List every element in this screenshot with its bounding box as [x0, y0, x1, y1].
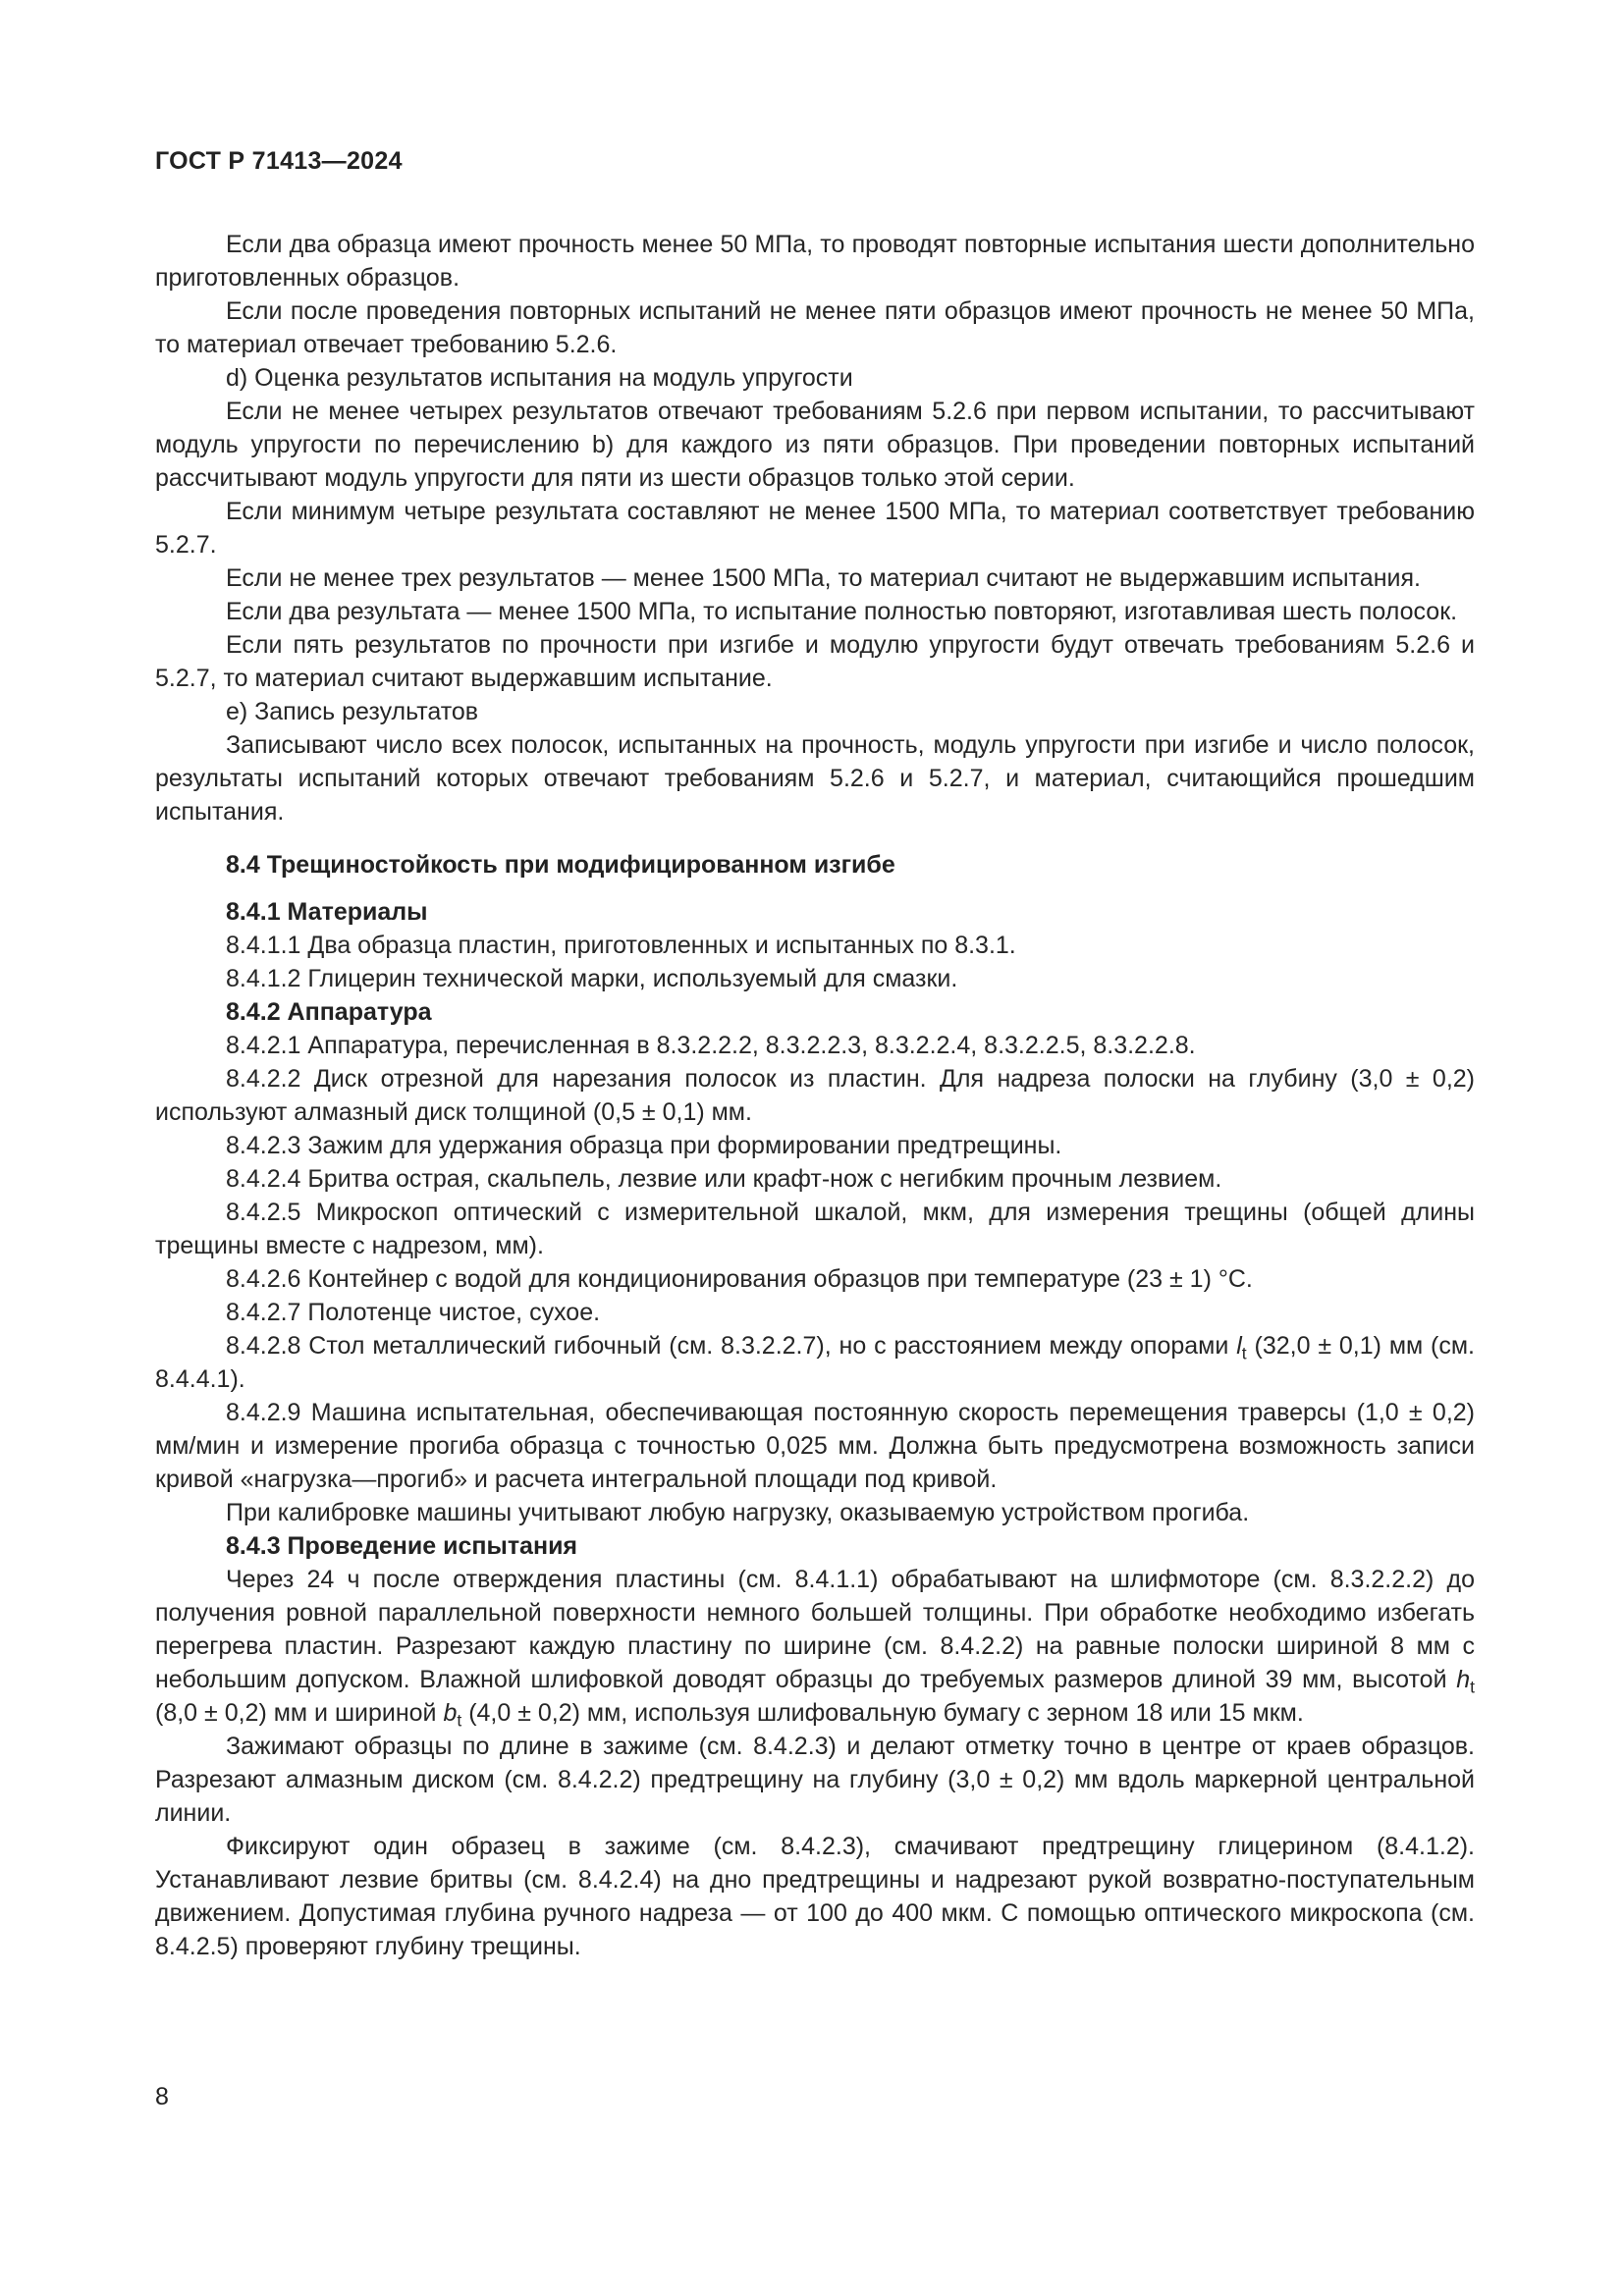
- paragraph: Если пять результатов по прочности при изгибе и модулю упругости будут отвечать требованиям 5.2.6 и 5.2.7, то материал считают выдержавшим испытание.: [155, 631, 1475, 692]
- clause: 8.4.2.2 Диск отрезной для нарезания полосок из пластин. Для надреза полоски на глубину (3,0 ± 0,2) используют алмазный диск толщиной (0,5 ± 0,1) мм.: [155, 1065, 1475, 1126]
- list-item-heading: e) Запись результатов: [226, 698, 479, 725]
- clause-text: 8.4.2.8 Стол металлический гибочный (см. 8.3.2.2.7), но с расстоянием между опорами: [226, 1332, 1229, 1360]
- section-heading: 8.4 Трещиностойкость при модифицированном изгибе: [226, 851, 895, 879]
- paragraph-text: Через 24 ч после отверждения пластины (см. 8.4.1.1) обрабатывают на шлифмоторе (см. 8.3.2.2.2) до получения ровной параллельной поверхности немного большей толщины. При обработке необходимо избегать перегрева пластин. Разрезают каждую пластину по ширине (см. 8.4.2.2) на равные полоски шириной 8 мм с небольшим допуском. Влажной шлифовкой доводят образцы до требуемых размеров длиной 39 мм, высотой: [155, 1566, 1475, 1693]
- paragraph: Зажимают образцы по длине в зажиме (см. 8.4.2.3) и делают отметку точно в центре от краев образцов. Разрезают алмазным диском (см. 8.4.2.2) предтрещину на глубину (3,0 ± 0,2) мм вдоль маркерной центральной линии.: [155, 1733, 1475, 1827]
- variable-symbol: l: [1236, 1332, 1242, 1360]
- subsection-heading: 8.4.1 Материалы: [226, 898, 428, 926]
- clause: 8.4.2.9 Машина испытательная, обеспечивающая постоянную скорость перемещения траверсы (1,0 ± 0,2) мм/мин и измерение прогиба образца с точностью 0,025 мм. Должна быть предусмотрена возможность записи кривой «нагрузка—прогиб» и расчета интегральной площади под кривой.: [155, 1399, 1475, 1493]
- subsection-heading: 8.4.2 Аппаратура: [226, 998, 432, 1026]
- clause: 8.4.2.1 Аппаратура, перечисленная в 8.3.2.2.2, 8.3.2.2.3, 8.3.2.2.4, 8.3.2.2.5, 8.3.2.2.8.: [226, 1032, 1196, 1059]
- paragraph: Если два образца имеют прочность менее 50 МПа, то проводят повторные испытания шести дополнительно приготовленных образцов.: [155, 231, 1475, 292]
- paragraph: Если два результата — менее 1500 МПа, то испытание полностью повторяют, изготавливая шесть полосок.: [226, 598, 1458, 625]
- clause: 8.4.2.7 Полотенце чистое, сухое.: [226, 1299, 601, 1326]
- paragraph-text: (8,0 ± 0,2) мм и шириной: [155, 1699, 437, 1727]
- paragraph: Если не менее трех результатов — менее 1500 МПа, то материал считают не выдержавшим испытания.: [226, 564, 1421, 592]
- clause: 8.4.2.4 Бритва острая, скальпель, лезвие или крафт-нож с негибким прочным лезвием.: [226, 1165, 1222, 1193]
- paragraph: Фиксируют один образец в зажиме (см. 8.4.2.3), смачивают предтрещину глицерином (8.4.1.2). Устанавливают лезвие бритвы (см. 8.4.2.4) на дно предтрещины и надрезают рукой возвратно-поступательным движением. Допустимая глубина ручного надреза — от 100 до 400 мкм. С помощью оптического микроскопа (см. 8.4.2.5) проверяют глубину трещины.: [155, 1833, 1475, 1960]
- paragraph: Записывают число всех полосок, испытанных на прочность, модуль упругости при изгибе и число полосок, результаты испытаний которых отвечают требованиям 5.2.6 и 5.2.7, и материал, считающийся прошедшим испытания.: [155, 731, 1475, 826]
- page-number: 8: [155, 2083, 169, 2110]
- paragraph: [155, 1563, 1475, 1730]
- clause: 8.4.1.2 Глицерин технической марки, используемый для смазки.: [226, 965, 958, 992]
- paragraph-text: (4,0 ± 0,2) мм, используя шлифовальную бумагу с зерном 18 или 15 мкм.: [468, 1699, 1304, 1727]
- variable-subscript: t: [1470, 1677, 1476, 1697]
- paragraph: Если не менее четырех результатов отвечают требованиям 5.2.6 при первом испытании, то рассчитывают модуль упругости по перечислению b) для каждого из пяти образцов. При проведении повторных испытаний рассчитывают модуль упругости для пяти из шести образцов только этой серии.: [155, 398, 1475, 492]
- paragraph: Если после проведения повторных испытаний не менее пяти образцов имеют прочность не менее 50 МПа, то материал отвечает требованию 5.2.6.: [155, 297, 1475, 358]
- document-header: ГОСТ Р 71413—2024: [155, 147, 403, 175]
- variable-symbol: h: [1456, 1666, 1471, 1693]
- clause: 8.4.2.3 Зажим для удержания образца при формировании предтрещины.: [226, 1132, 1062, 1159]
- clause: 8.4.2.6 Контейнер с водой для кондиционирования образцов при температуре (23 ± 1) °С.: [226, 1265, 1253, 1293]
- paragraph: Если минимум четыре результата составляют не менее 1500 МПа, то материал соответствует требованию 5.2.7.: [155, 498, 1475, 559]
- clause: 8.4.1.1 Два образца пластин, приготовленных и испытанных по 8.3.1.: [226, 932, 1016, 959]
- variable-symbol: b: [443, 1699, 458, 1727]
- variable-subscript: t: [1241, 1343, 1247, 1363]
- variable-subscript: t: [457, 1710, 462, 1731]
- document-body: [155, 228, 1475, 1963]
- list-item-heading: d) Оценка результатов испытания на модуль упругости: [226, 364, 853, 392]
- subsection-heading: 8.4.3 Проведение испытания: [226, 1532, 578, 1560]
- clause: [155, 1329, 1475, 1396]
- clause-text: (32,0 ± 0,1) мм (см. 8.4.4.1).: [155, 1332, 1476, 1393]
- clause: 8.4.2.5 Микроскоп оптический с измерительной шкалой, мкм, для измерения трещины (общей длины трещины вместе с надрезом, мм).: [155, 1199, 1475, 1259]
- paragraph: При калибровке машины учитывают любую нагрузку, оказываемую устройством прогиба.: [226, 1499, 1250, 1526]
